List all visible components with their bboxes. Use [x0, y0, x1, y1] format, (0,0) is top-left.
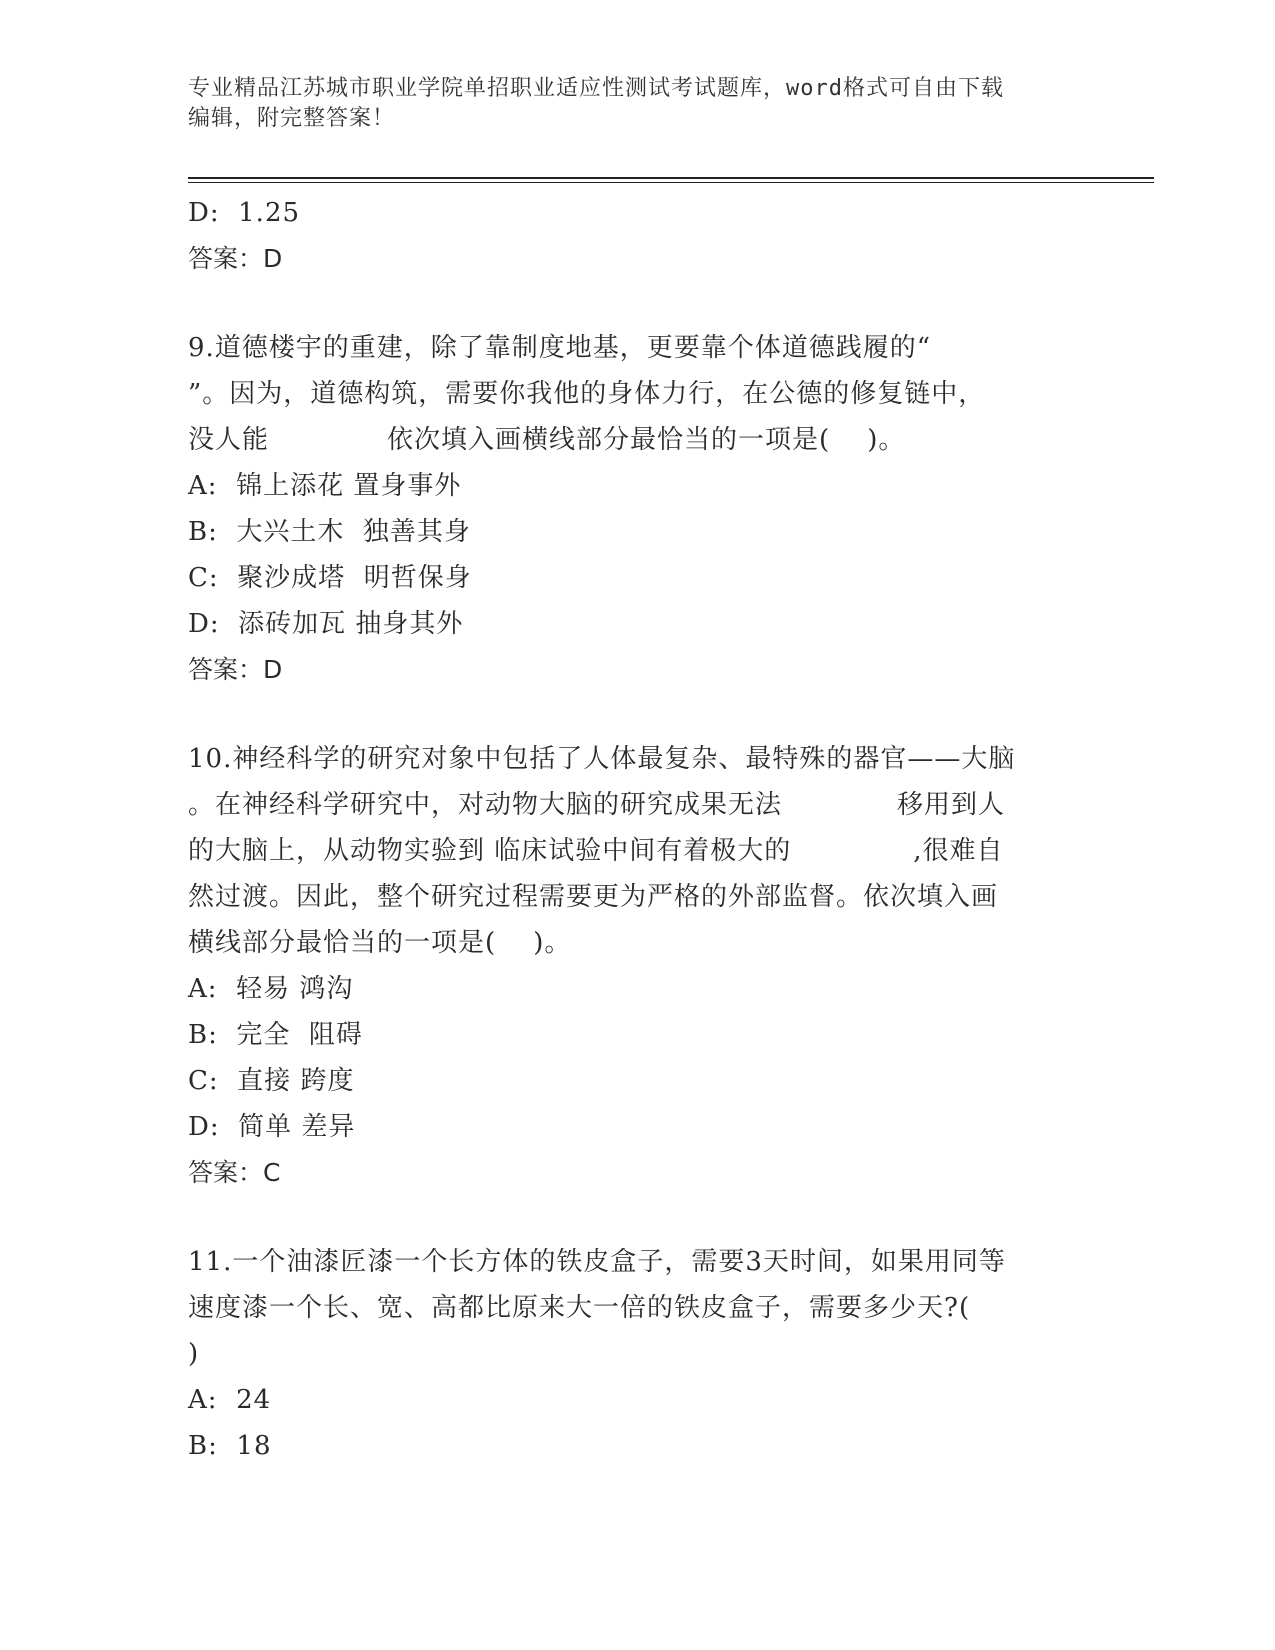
q9-line3-end: 依次填入画横线部分最恰当的一项是( )。 — [387, 425, 906, 455]
q10-stem-line-1: 10.神经科学的研究对象中包括了人体最复杂、最特殊的器官——大脑 — [188, 744, 1016, 774]
q10-answer: 答案：C — [188, 1158, 281, 1187]
header-line-1: 专业精品江苏城市职业学院单招职业适应性测试考试题库，word格式可自由下载 — [188, 76, 1004, 101]
question-content — [188, 190, 1088, 1469]
q11-stem-line-1: 11.一个油漆匠漆一个长方体的铁皮盒子，需要3天时间，如果用同等 — [188, 1247, 1006, 1277]
q9-option-d: D: 添砖加瓦 抽身其外 — [188, 609, 464, 639]
q9-stem-line-2: ”。因为，道德构筑，需要你我他的身体力行，在公德的修复链中， — [188, 379, 986, 409]
q8-answer: 答案：D — [188, 244, 283, 273]
q9-option-b: B: 大兴土木 独善其身 — [188, 517, 471, 547]
spacer — [188, 693, 1088, 736]
q10-line3-start: 的大脑上，从动物实验到 临床试验中间有着极大的 — [188, 836, 792, 866]
q10-option-a: A: 轻易 鸿沟 — [188, 974, 354, 1004]
q10-stem-line-5: 横线部分最恰当的一项是( )。 — [188, 928, 572, 958]
q9-option-a: A: 锦上添花 置身事外 — [188, 471, 462, 501]
q9-stem-line-3 — [188, 417, 1088, 463]
q10-line2-start: 。在神经科学研究中，对动物大脑的研究成果无法 — [188, 790, 783, 820]
q10-option-b: B: 完全 阻碍 — [188, 1020, 363, 1050]
q9-option-c: C: 聚沙成塔 明哲保身 — [188, 563, 472, 593]
header-line-2: 编辑，附完整答案！ — [188, 106, 396, 131]
q9-stem-line-1: 9.道德楼宇的重建，除了靠制度地基，更要靠个体道德践履的“ — [188, 333, 932, 363]
q11-option-a: A: 24 — [188, 1385, 272, 1415]
q10-line3-end: ,很难自 — [913, 836, 1004, 866]
q8-option-d: D: 1.25 — [188, 198, 301, 228]
q10-stem-line-2 — [188, 782, 1088, 828]
header-rule-thick — [188, 177, 1154, 179]
page-header — [188, 74, 1068, 134]
q10-line2-end: 移用到人 — [897, 790, 1006, 820]
header-rule-thin — [188, 182, 1154, 183]
q9-answer: 答案：D — [188, 655, 283, 684]
q11-stem-line-2: 速度漆一个长、宽、高都比原来大一倍的铁皮盒子，需要多少天?( — [188, 1293, 971, 1323]
q11-stem-line-3: ) — [188, 1339, 200, 1369]
spacer — [188, 282, 1088, 325]
q10-option-c: C: 直接 跨度 — [188, 1066, 355, 1096]
spacer — [188, 1196, 1088, 1239]
q10-stem-line-3 — [188, 828, 1088, 874]
q11-option-b: B: 18 — [188, 1431, 272, 1461]
q10-stem-line-4: 然过渡。因此，整个研究过程需要更为严格的外部监督。依次填入画 — [188, 882, 999, 912]
q10-option-d: D: 简单 差异 — [188, 1112, 356, 1142]
q9-line3-start: 没人能 — [188, 425, 270, 455]
